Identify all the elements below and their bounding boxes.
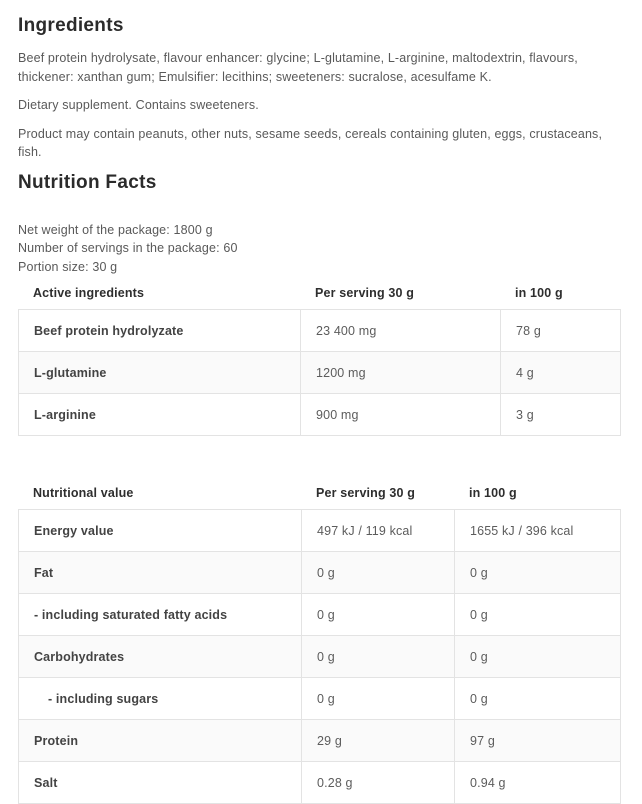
table-row — [19, 310, 620, 352]
per-serving-value: 0 g — [302, 552, 455, 593]
per-100g-value: 97 g — [470, 733, 495, 748]
column-header-per-serving: Per serving 30 g — [316, 486, 415, 500]
allergen-info: Product may contain peanuts, other nuts, sesame seeds, cereals containing gluten, eggs, crustaceans, fish. — [18, 126, 603, 159]
ingredients-description: Beef protein hydrolysate, flavour enhancer: glycine; L-glutamine, L-arginine, maltodextrin, flavours, thickener: xanthan gum; Emulsifier: lecithins; sweeteners: sucralose, acesulfame K. — [18, 51, 578, 84]
row-label: Salt — [19, 762, 302, 803]
table-row — [19, 394, 620, 435]
active-ingredients-table — [18, 284, 621, 436]
row-label: - including sugars — [19, 678, 302, 719]
per-serving-value: 29 g — [302, 720, 455, 761]
dietary-supplement-note: Dietary supplement. Contains sweeteners. — [18, 98, 259, 112]
column-header-in-100g: in 100 g — [469, 486, 517, 500]
per-serving-value: 497 kJ / 119 kcal — [302, 510, 455, 551]
per-100g-value: 0.94 g — [470, 775, 506, 790]
row-label: L-arginine — [19, 394, 301, 435]
net-weight-line: Net weight of the package: 1800 g — [18, 222, 213, 237]
nutritional-value-table-body — [18, 509, 621, 804]
nutritional-value-table — [18, 484, 621, 804]
per-serving-value: 0.28 g — [302, 762, 455, 803]
table-row — [19, 352, 620, 394]
nutrition-facts-section-title: Nutrition Facts — [18, 171, 157, 193]
per-serving-value: 0 g — [302, 594, 455, 635]
per-100g-value: 1655 kJ / 396 kcal — [470, 523, 574, 538]
nutritional-value-table-header — [18, 484, 621, 509]
table-row — [19, 636, 620, 678]
table-row — [19, 594, 620, 636]
table-row — [19, 510, 620, 552]
servings-line: Number of servings in the package: 60 — [18, 241, 238, 255]
table-row — [19, 678, 620, 720]
per-100g-value: 4 g — [516, 365, 534, 380]
per-100g-value: 78 g — [516, 323, 541, 338]
ingredients-section-title: Ingredients — [18, 15, 124, 36]
column-header-nutritional-value: Nutritional value — [33, 486, 134, 500]
active-ingredients-table-body — [18, 309, 621, 436]
table-row — [19, 552, 620, 594]
column-header-active-ingredients: Active ingredients — [33, 286, 145, 300]
row-label: L-glutamine — [19, 352, 301, 393]
per-serving-value: 0 g — [302, 636, 455, 677]
per-100g-value: 0 g — [470, 565, 488, 580]
portion-size-line: Portion size: 30 g — [18, 259, 118, 274]
column-header-per-serving: Per serving 30 g — [315, 286, 414, 300]
row-label: - including saturated fatty acids — [19, 594, 302, 635]
per-100g-value: 0 g — [470, 691, 488, 706]
per-100g-value: 0 g — [470, 607, 488, 622]
row-label: Beef protein hydrolyzate — [19, 310, 301, 351]
row-label: Energy value — [19, 510, 302, 551]
active-ingredients-table-header — [18, 284, 621, 309]
per-serving-value: 23 400 mg — [301, 310, 501, 351]
column-header-in-100g: in 100 g — [515, 286, 563, 300]
table-row — [19, 720, 620, 762]
per-100g-value: 0 g — [470, 649, 488, 664]
row-label: Protein — [19, 720, 302, 761]
per-serving-value: 1200 mg — [301, 352, 501, 393]
per-serving-value: 900 mg — [301, 394, 501, 435]
table-row — [19, 762, 620, 803]
row-label: Fat — [19, 552, 302, 593]
per-100g-value: 3 g — [516, 407, 534, 422]
per-serving-value: 0 g — [302, 678, 455, 719]
row-label: Carbohydrates — [19, 636, 302, 677]
